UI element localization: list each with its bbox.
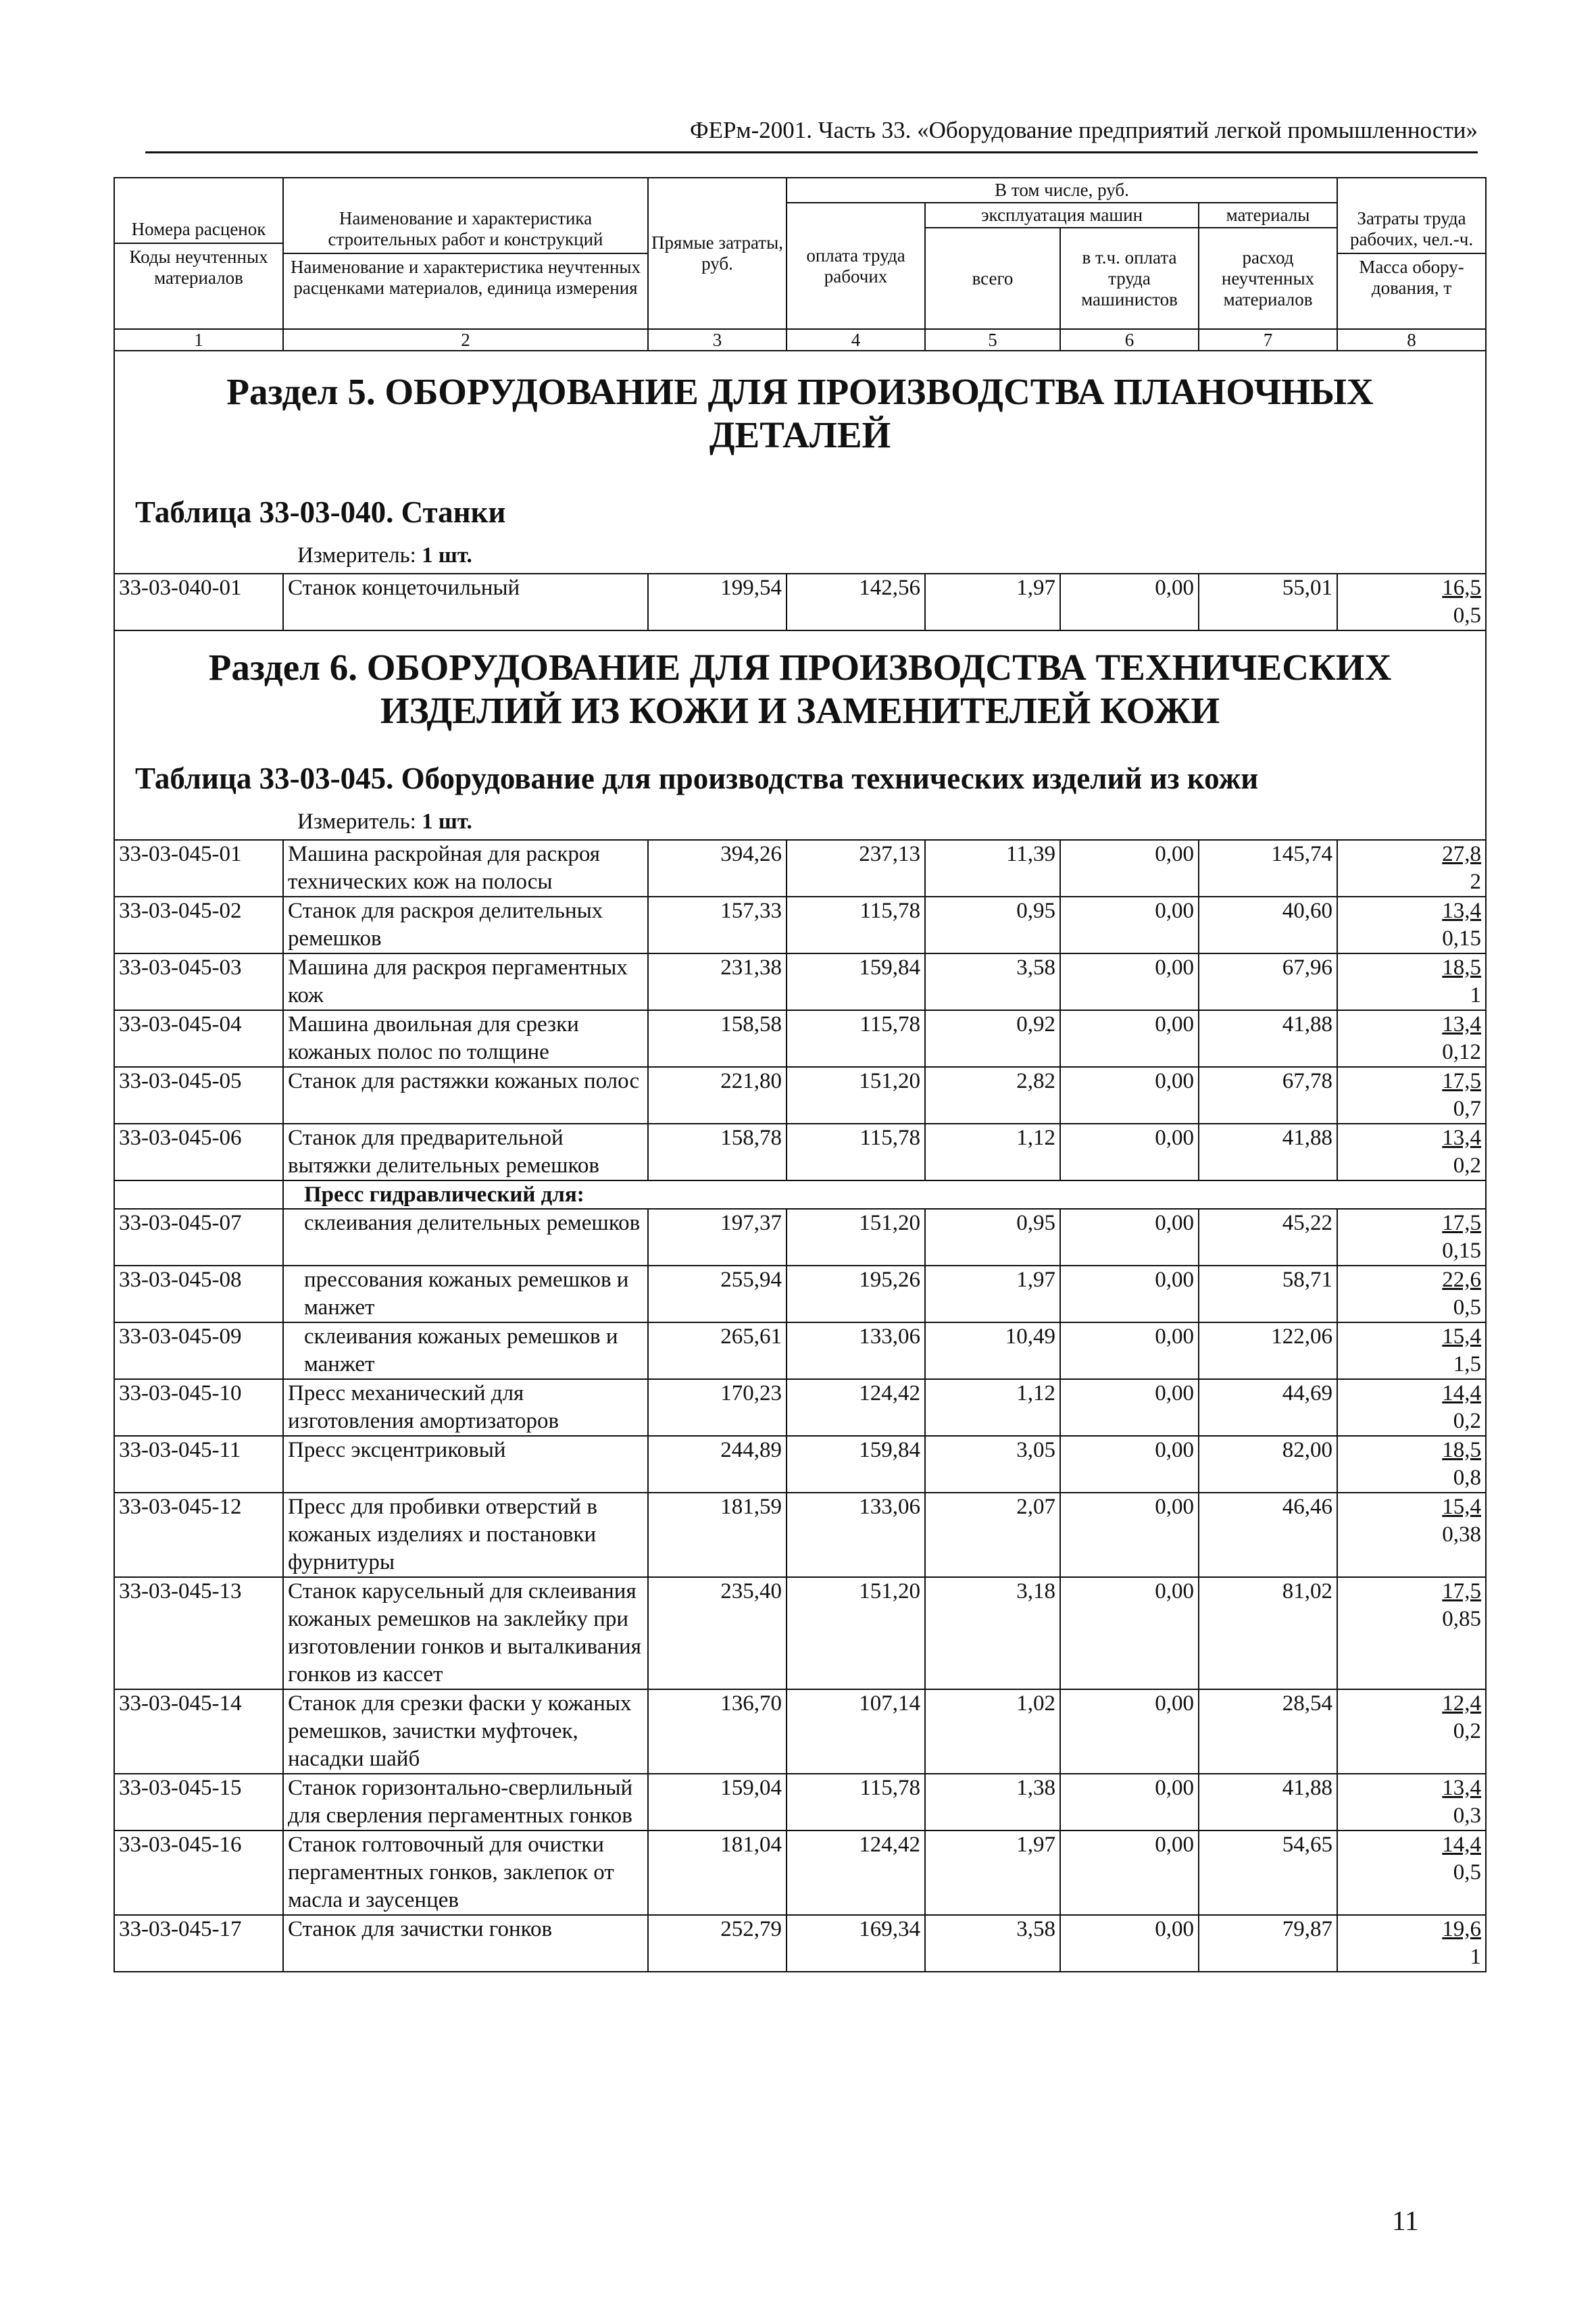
rate-code: 33-03-045-12 (114, 1493, 283, 1577)
direct-cost: 157,33 (648, 897, 787, 953)
machine-cost: 0,92 (925, 1010, 1060, 1067)
equipment-mass: 0,12 (1442, 1040, 1482, 1064)
col1-bottom-label: Коды неучтенных материалов (115, 243, 282, 289)
operator-cost: 0,00 (1060, 1266, 1199, 1322)
labor-hours: 22,6 (1442, 1268, 1482, 1292)
machine-cost: 3,05 (925, 1436, 1060, 1493)
operator-cost: 0,00 (1060, 897, 1199, 953)
material-cost: 54,65 (1199, 1831, 1337, 1915)
equipment-mass: 0,8 (1453, 1466, 1482, 1490)
header-row-1 (114, 178, 1486, 203)
wage-cost: 159,84 (787, 1436, 925, 1493)
direct-cost: 181,59 (648, 1493, 787, 1577)
running-header-text: ФЕРм-2001. Часть 33. «Оборудование предприятий легкой промышленности» (689, 117, 1478, 143)
subheading-text: Пресс гидравлический для: (283, 1180, 1486, 1209)
labor-mass-cell (1337, 1493, 1486, 1577)
table-row (114, 840, 1486, 897)
rate-name: склеивания делительных ремешков (283, 1209, 648, 1266)
table-row (114, 1831, 1486, 1915)
equipment-mass: 0,2 (1453, 1409, 1482, 1433)
machine-cost: 3,58 (925, 953, 1060, 1010)
equipment-mass: 1 (1470, 983, 1482, 1007)
rate-name: Машина двоильная для срезки кожаных полос по толщине (283, 1010, 648, 1067)
col-num: 6 (1060, 329, 1199, 351)
material-cost: 81,02 (1199, 1577, 1337, 1689)
col-header-labor (1337, 178, 1486, 329)
direct-cost: 181,04 (648, 1831, 787, 1915)
equipment-mass: 0,5 (1453, 1295, 1482, 1320)
col-num: 3 (648, 329, 787, 351)
rate-code: 33-03-045-16 (114, 1831, 283, 1915)
rate-name: Станок для предварительной вытяжки делительных ремешков (283, 1124, 648, 1180)
measure-label: Измеритель: (297, 810, 416, 834)
labor-mass-cell (1337, 1774, 1486, 1831)
measure-unit (297, 808, 1485, 835)
direct-cost: 235,40 (648, 1577, 787, 1689)
direct-cost: 221,80 (648, 1067, 787, 1124)
rate-code: 33-03-045-11 (114, 1436, 283, 1493)
machine-cost: 1,12 (925, 1124, 1060, 1180)
col-header-operators: в т.ч. оплата труда машинистов (1060, 228, 1199, 329)
table-row (114, 1124, 1486, 1180)
col2-bottom-label: Наименование и характеристика неучтенных расценками материалов, единица измерения (284, 253, 647, 299)
labor-mass-cell (1337, 1915, 1486, 1972)
labor-hours: 27,8 (1442, 842, 1482, 866)
operator-cost: 0,00 (1060, 1379, 1199, 1436)
labor-mass-cell (1337, 953, 1486, 1010)
equipment-mass: 0,38 (1442, 1522, 1482, 1547)
col-num: 2 (283, 329, 648, 351)
rate-name: прессования кожаных ремешков и манжет (283, 1266, 648, 1322)
labor-mass-cell (1337, 1209, 1486, 1266)
col-header-codes (114, 178, 283, 329)
equipment-mass: 1,5 (1453, 1352, 1482, 1376)
rate-name: Пресс для пробивки отверстий в кожаных изделиях и постановки фурнитуры (283, 1493, 648, 1577)
wage-cost: 115,78 (787, 1124, 925, 1180)
wage-cost: 151,20 (787, 1577, 925, 1689)
price-table (114, 177, 1487, 1972)
table-row (114, 574, 1486, 630)
col-header-unaccounted: расход неучтенных материалов (1199, 228, 1337, 329)
rate-name: Пресс эксцентриковый (283, 1436, 648, 1493)
labor-hours: 15,4 (1442, 1324, 1482, 1349)
material-cost: 67,78 (1199, 1067, 1337, 1124)
running-header (145, 114, 1478, 153)
labor-mass-cell (1337, 1379, 1486, 1436)
labor-mass-cell (1337, 574, 1486, 630)
measure-unit (297, 542, 1485, 569)
material-cost: 46,46 (1199, 1493, 1337, 1577)
machine-cost: 2,82 (925, 1067, 1060, 1124)
section-title: Раздел 6. ОБОРУДОВАНИЕ ДЛЯ ПРОИЗВОДСТВА ТЕХНИЧЕСКИХ ИЗДЕЛИЙ ИЗ КОЖИ И ЗАМЕНИТЕЛЕЙ КОЖИ (208, 647, 1392, 731)
equipment-mass: 0,2 (1453, 1153, 1482, 1178)
wage-cost: 195,26 (787, 1266, 925, 1322)
equipment-mass: 0,5 (1453, 1860, 1482, 1885)
rate-code: 33-03-045-17 (114, 1915, 283, 1972)
direct-cost: 252,79 (648, 1915, 787, 1972)
equipment-mass: 1 (1470, 1945, 1482, 1969)
rate-name: Станок для раскроя делительных ремешков (283, 897, 648, 953)
rate-code: 33-03-045-14 (114, 1689, 283, 1774)
col-num: 8 (1337, 329, 1486, 351)
rate-name: склеивания кожаных ремешков и манжет (283, 1322, 648, 1379)
wage-cost: 115,78 (787, 897, 925, 953)
machine-cost: 11,39 (925, 840, 1060, 897)
section-title: Раздел 5. ОБОРУДОВАНИЕ ДЛЯ ПРОИЗВОДСТВА ПЛАНОЧНЫХ ДЕТАЛЕЙ (226, 371, 1374, 455)
material-cost: 41,88 (1199, 1124, 1337, 1180)
col1-top-label: Номера расценок (131, 218, 266, 239)
material-cost: 82,00 (1199, 1436, 1337, 1493)
column-numbers-row (114, 329, 1486, 351)
rate-name: Станок для растяжки кожаных полос (283, 1067, 648, 1124)
labor-mass-cell (1337, 1322, 1486, 1379)
wage-cost: 115,78 (787, 1010, 925, 1067)
material-cost: 41,88 (1199, 1010, 1337, 1067)
direct-cost: 136,70 (648, 1689, 787, 1774)
labor-mass-cell (1337, 1831, 1486, 1915)
operator-cost: 0,00 (1060, 1067, 1199, 1124)
wage-cost: 124,42 (787, 1831, 925, 1915)
table-row (114, 1322, 1486, 1379)
material-cost: 40,60 (1199, 897, 1337, 953)
labor-mass-cell (1337, 1266, 1486, 1322)
page-number: 11 (1392, 2205, 1419, 2236)
wage-cost: 107,14 (787, 1689, 925, 1774)
labor-hours: 17,5 (1442, 1069, 1482, 1093)
equipment-mass: 0,85 (1442, 1607, 1482, 1631)
rate-code: 33-03-040-01 (114, 574, 283, 630)
labor-mass-cell (1337, 1124, 1486, 1180)
table-row (114, 1774, 1486, 1831)
table-row (114, 1689, 1486, 1774)
table-row (114, 1379, 1486, 1436)
wage-cost: 169,34 (787, 1915, 925, 1972)
col-header-names (283, 178, 648, 329)
rate-name: Станок карусельный для склеивания кожаных ремешков на заклейку при изготовлении гонков и выталкивания гонков из кассет (283, 1577, 648, 1689)
labor-mass-cell (1337, 1689, 1486, 1774)
operator-cost: 0,00 (1060, 574, 1199, 630)
material-cost: 28,54 (1199, 1689, 1337, 1774)
operator-cost: 0,00 (1060, 953, 1199, 1010)
labor-hours: 15,4 (1442, 1495, 1482, 1519)
rate-code: 33-03-045-13 (114, 1577, 283, 1689)
operator-cost: 0,00 (1060, 1322, 1199, 1379)
rate-code: 33-03-045-04 (114, 1010, 283, 1067)
wage-cost: 151,20 (787, 1209, 925, 1266)
wage-cost: 237,13 (787, 840, 925, 897)
col2-top-label: Наименование и характеристика строительных работ и конструкций (328, 208, 603, 249)
labor-hours: 13,4 (1442, 1776, 1482, 1800)
rate-name: Станок для срезки фаски у кожаных ремешков, зачистки муфточек, насадки шайб (283, 1689, 648, 1774)
labor-hours: 16,5 (1442, 576, 1482, 600)
table-row (114, 1915, 1486, 1972)
material-cost: 122,06 (1199, 1322, 1337, 1379)
operator-cost: 0,00 (1060, 1124, 1199, 1180)
labor-hours: 19,6 (1442, 1917, 1482, 1941)
machine-cost: 2,07 (925, 1493, 1060, 1577)
direct-cost: 244,89 (648, 1436, 787, 1493)
rate-code: 33-03-045-05 (114, 1067, 283, 1124)
equipment-mass: 2 (1470, 870, 1482, 894)
rate-code: 33-03-045-06 (114, 1124, 283, 1180)
equipment-mass: 0,5 (1453, 603, 1482, 628)
labor-hours: 14,4 (1442, 1381, 1482, 1405)
wage-cost: 115,78 (787, 1774, 925, 1831)
operator-cost: 0,00 (1060, 1010, 1199, 1067)
machine-cost: 1,38 (925, 1774, 1060, 1831)
labor-hours: 14,4 (1442, 1833, 1482, 1857)
direct-cost: 159,04 (648, 1774, 787, 1831)
operator-cost: 0,00 (1060, 1915, 1199, 1972)
labor-mass-cell (1337, 1577, 1486, 1689)
equipment-mass: 0,2 (1453, 1719, 1482, 1743)
col-num: 5 (925, 329, 1060, 351)
col-header-materials: материалы (1199, 203, 1337, 228)
direct-cost: 170,23 (648, 1379, 787, 1436)
labor-hours: 13,4 (1442, 1126, 1482, 1150)
section-6-header (114, 630, 1486, 840)
col8-bottom-label: Масса обору-дования, т (1338, 253, 1485, 299)
table-row (114, 1266, 1486, 1322)
col-header-direct-costs: Прямые затраты, руб. (648, 178, 787, 329)
direct-cost: 231,38 (648, 953, 787, 1010)
measure-label: Измеритель: (297, 543, 416, 568)
col-num: 1 (114, 329, 283, 351)
equipment-mass: 0,15 (1442, 1239, 1482, 1263)
rate-code: 33-03-045-08 (114, 1266, 283, 1322)
wage-cost: 133,06 (787, 1493, 925, 1577)
rate-code: 33-03-045-09 (114, 1322, 283, 1379)
table-row (114, 1067, 1486, 1124)
table-title: Таблица 33-03-040. Станки (135, 495, 506, 529)
machine-cost: 1,97 (925, 1831, 1060, 1915)
labor-hours: 17,5 (1442, 1579, 1482, 1603)
material-cost: 67,96 (1199, 953, 1337, 1010)
rate-code: 33-03-045-07 (114, 1209, 283, 1266)
operator-cost: 0,00 (1060, 1577, 1199, 1689)
wage-cost: 133,06 (787, 1322, 925, 1379)
table-row (114, 1436, 1486, 1493)
rate-code: 33-03-045-15 (114, 1774, 283, 1831)
machine-cost: 10,49 (925, 1322, 1060, 1379)
direct-cost: 158,58 (648, 1010, 787, 1067)
operator-cost: 0,00 (1060, 1689, 1199, 1774)
rate-name: Станок концеточильный (283, 574, 648, 630)
direct-cost: 255,94 (648, 1266, 787, 1322)
col8-top-label: Затраты труда рабочих, чел.-ч. (1349, 208, 1474, 249)
labor-mass-cell (1337, 840, 1486, 897)
material-cost: 145,74 (1199, 840, 1337, 897)
col-header-group: В том числе, руб. (787, 178, 1337, 203)
operator-cost: 0,00 (1060, 840, 1199, 897)
rate-code: 33-03-045-02 (114, 897, 283, 953)
rate-name: Машина для раскроя пергаментных кож (283, 953, 648, 1010)
labor-hours: 18,5 (1442, 955, 1482, 980)
direct-cost: 197,37 (648, 1209, 787, 1266)
operator-cost: 0,00 (1060, 1774, 1199, 1831)
measure-value: 1 шт. (422, 543, 472, 568)
rate-name: Станок для зачистки гонков (283, 1915, 648, 1972)
rate-code: 33-03-045-03 (114, 953, 283, 1010)
direct-cost: 158,78 (648, 1124, 787, 1180)
subheading-row (114, 1180, 1486, 1209)
table-row (114, 1577, 1486, 1689)
direct-cost: 265,61 (648, 1322, 787, 1379)
machine-cost: 1,02 (925, 1689, 1060, 1774)
material-cost: 45,22 (1199, 1209, 1337, 1266)
wage-cost: 151,20 (787, 1067, 925, 1124)
operator-cost: 0,00 (1060, 1436, 1199, 1493)
machine-cost: 1,12 (925, 1379, 1060, 1436)
labor-mass-cell (1337, 897, 1486, 953)
rate-name: Пресс механический для изготовления амортизаторов (283, 1379, 648, 1436)
table-row (114, 953, 1486, 1010)
material-cost: 58,71 (1199, 1266, 1337, 1322)
table-row (114, 897, 1486, 953)
rate-code: 33-03-045-10 (114, 1379, 283, 1436)
material-cost: 44,69 (1199, 1379, 1337, 1436)
wage-cost: 124,42 (787, 1379, 925, 1436)
wage-cost: 159,84 (787, 953, 925, 1010)
rate-name: Машина раскройная для раскроя технических кож на полосы (283, 840, 648, 897)
labor-hours: 13,4 (1442, 1012, 1482, 1037)
operator-cost: 0,00 (1060, 1209, 1199, 1266)
labor-hours: 13,4 (1442, 899, 1482, 923)
material-cost: 41,88 (1199, 1774, 1337, 1831)
direct-cost: 199,54 (648, 574, 787, 630)
operator-cost: 0,00 (1060, 1493, 1199, 1577)
labor-hours: 12,4 (1442, 1691, 1482, 1716)
machine-cost: 3,58 (925, 1915, 1060, 1972)
labor-hours: 18,5 (1442, 1438, 1482, 1462)
machine-cost: 0,95 (925, 1209, 1060, 1266)
machine-cost: 1,97 (925, 574, 1060, 630)
col-header-wages: оплата труда рабочих (787, 203, 925, 329)
equipment-mass: 0,3 (1453, 1803, 1482, 1828)
col-header-machines: эксплуатация машин (925, 203, 1199, 228)
col-num: 4 (787, 329, 925, 351)
machine-cost: 0,95 (925, 897, 1060, 953)
equipment-mass: 0,7 (1453, 1097, 1482, 1121)
labor-mass-cell (1337, 1067, 1486, 1124)
table-row (114, 1493, 1486, 1577)
machine-cost: 3,18 (925, 1577, 1060, 1689)
rate-name: Станок голтовочный для очистки пергаментных гонков, заклепок от масла и заусенцев (283, 1831, 648, 1915)
rate-name: Станок горизонтально-сверлильный для сверления пергаментных гонков (283, 1774, 648, 1831)
labor-mass-cell (1337, 1436, 1486, 1493)
machine-cost: 1,97 (925, 1266, 1060, 1322)
measure-value: 1 шт. (422, 810, 472, 834)
direct-cost: 394,26 (648, 840, 787, 897)
labor-mass-cell (1337, 1010, 1486, 1067)
table-title: Таблица 33-03-045. Оборудование для производства технических изделий из кожи (135, 762, 1259, 795)
col-num: 7 (1199, 329, 1337, 351)
wage-cost: 142,56 (787, 574, 925, 630)
table-row (114, 1209, 1486, 1266)
labor-hours: 17,5 (1442, 1211, 1482, 1235)
table-row (114, 1010, 1486, 1067)
material-cost: 79,87 (1199, 1915, 1337, 1972)
material-cost: 55,01 (1199, 574, 1337, 630)
equipment-mass: 0,15 (1442, 926, 1482, 951)
col-header-total: всего (925, 228, 1060, 329)
operator-cost: 0,00 (1060, 1831, 1199, 1915)
rate-code: 33-03-045-01 (114, 840, 283, 897)
section-5-header (114, 351, 1486, 574)
